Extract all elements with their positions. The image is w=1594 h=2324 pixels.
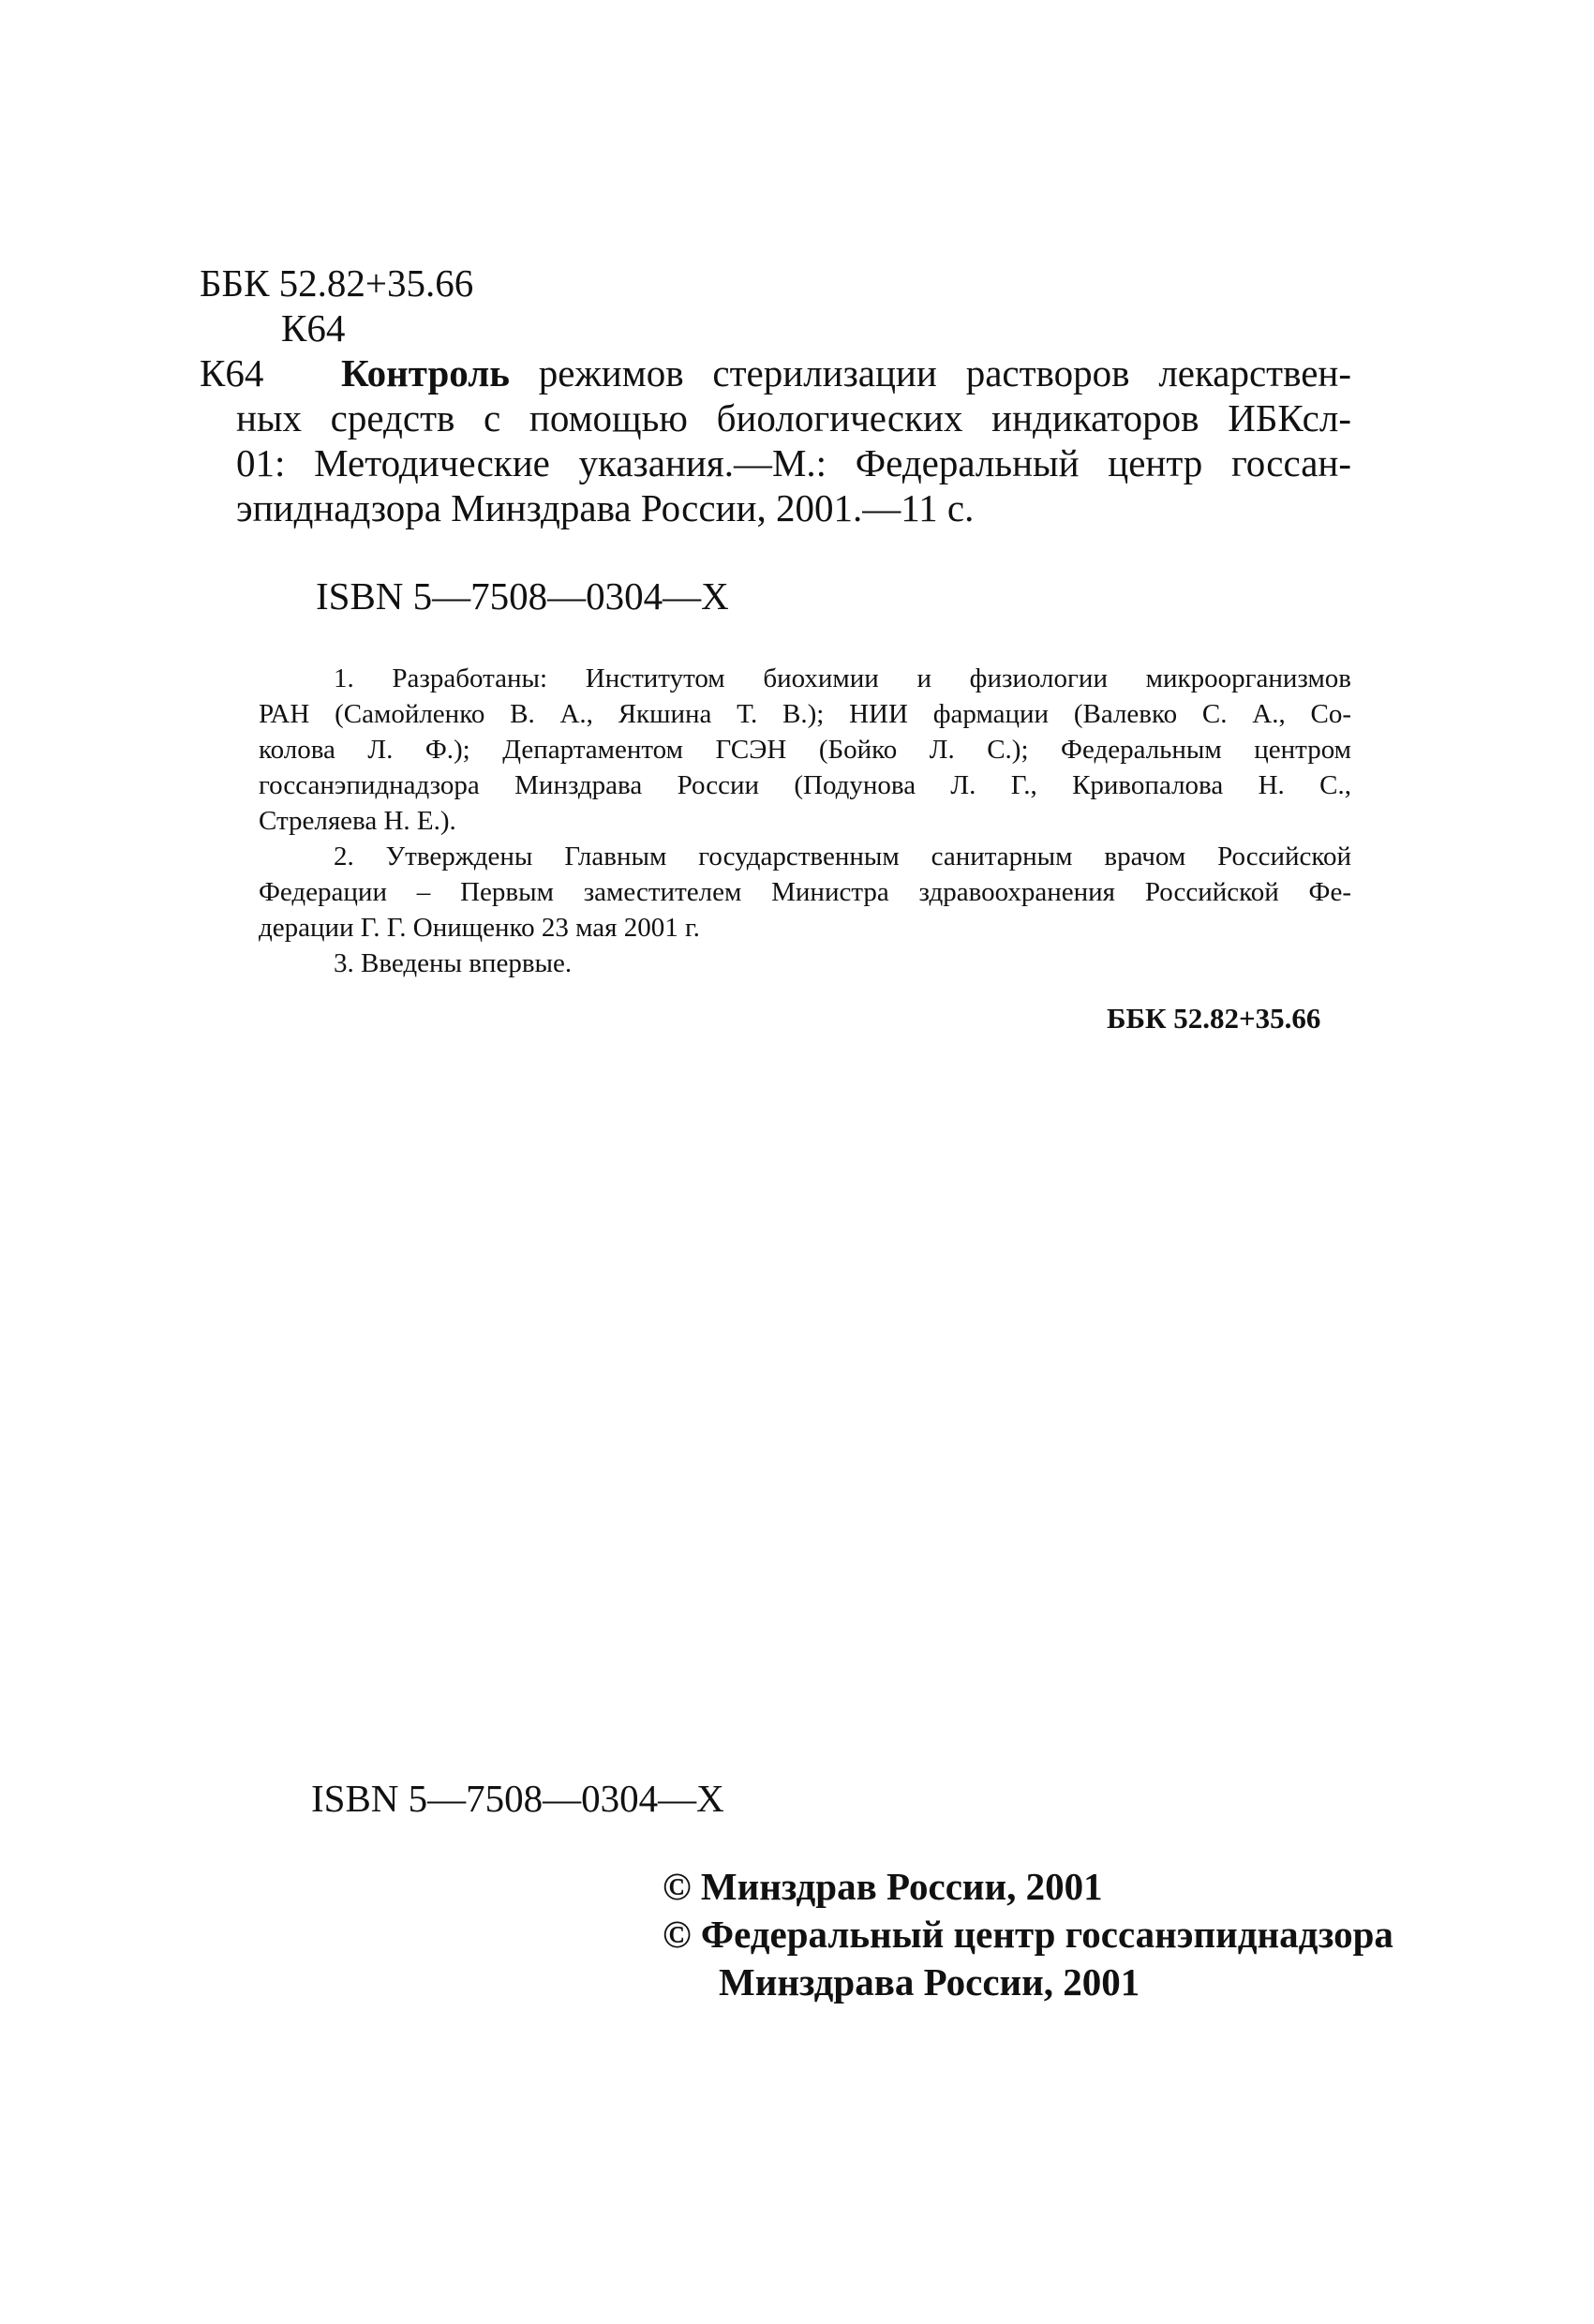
isbn-bottom: ISBN 5—7508—0304—X <box>311 1777 724 1820</box>
note-2-line-3: дерации Г. Г. Онищенко 23 мая 2001 г. <box>259 913 700 943</box>
note-2-line-1: 2. Утверждены Главным государственным санитарным врачом Российской <box>334 842 1351 872</box>
note-2-line-2: Федерации – Первым заместителем Министра здравоохранения Российской Фе- <box>259 877 1351 907</box>
note-1-line-3: колова Л. Ф.); Департаментом ГСЭН (Бойко Л. С.); Федеральным центром <box>259 735 1351 765</box>
bibliographic-entry <box>236 350 1351 530</box>
isbn-top: ISBN 5—7508—0304—X <box>316 574 729 618</box>
bbk-code-top: ББК 52.82+35.66 <box>200 261 474 305</box>
entry-line-1-rest: режимов стерилизации растворов лекарствен- <box>509 351 1351 395</box>
author-mark-top: К64 <box>281 306 346 350</box>
copyright-line-1: © Минздрав России, 2001 <box>663 1865 1103 1908</box>
copyright-block <box>663 1863 1393 2006</box>
entry-line-1 <box>341 350 1351 395</box>
note-1-line-5: Стреляева Н. Е.). <box>259 806 456 836</box>
note-1-line-2: РАН (Самойленко В. А., Якшина Т. В.); НИИ фармации (Валевко С. А., Со- <box>259 699 1351 729</box>
entry-title-word: Контроль <box>341 351 510 395</box>
copyright-line-2: © Федеральный центр госсанэпиднадзора <box>663 1913 1393 1956</box>
note-1-line-4: госсанэпиднадзора Минздрава России (Подунова Л. Г., Кривопалова Н. С., <box>259 770 1351 800</box>
entry-line-2: ных средств с помощью биологических индикаторов ИБКсл- <box>236 396 1351 439</box>
note-3: 3. Введены впервые. <box>334 948 573 978</box>
notes-section <box>259 661 1351 981</box>
entry-line-4: эпиднадзора Минздрава России, 2001.—11 с. <box>236 486 975 529</box>
bbk-code-bottom: ББК 52.82+35.66 <box>1107 1002 1321 1035</box>
entry-line-3: 01: Методические указания.—М.: Федеральный центр госсан- <box>236 441 1351 484</box>
note-1-line-1: 1. Разработаны: Институтом биохимии и физиологии микроорганизмов <box>334 663 1351 693</box>
entry-author-mark: К64 <box>200 351 264 395</box>
copyright-line-3: Минздрава России, 2001 <box>719 1960 1140 2004</box>
